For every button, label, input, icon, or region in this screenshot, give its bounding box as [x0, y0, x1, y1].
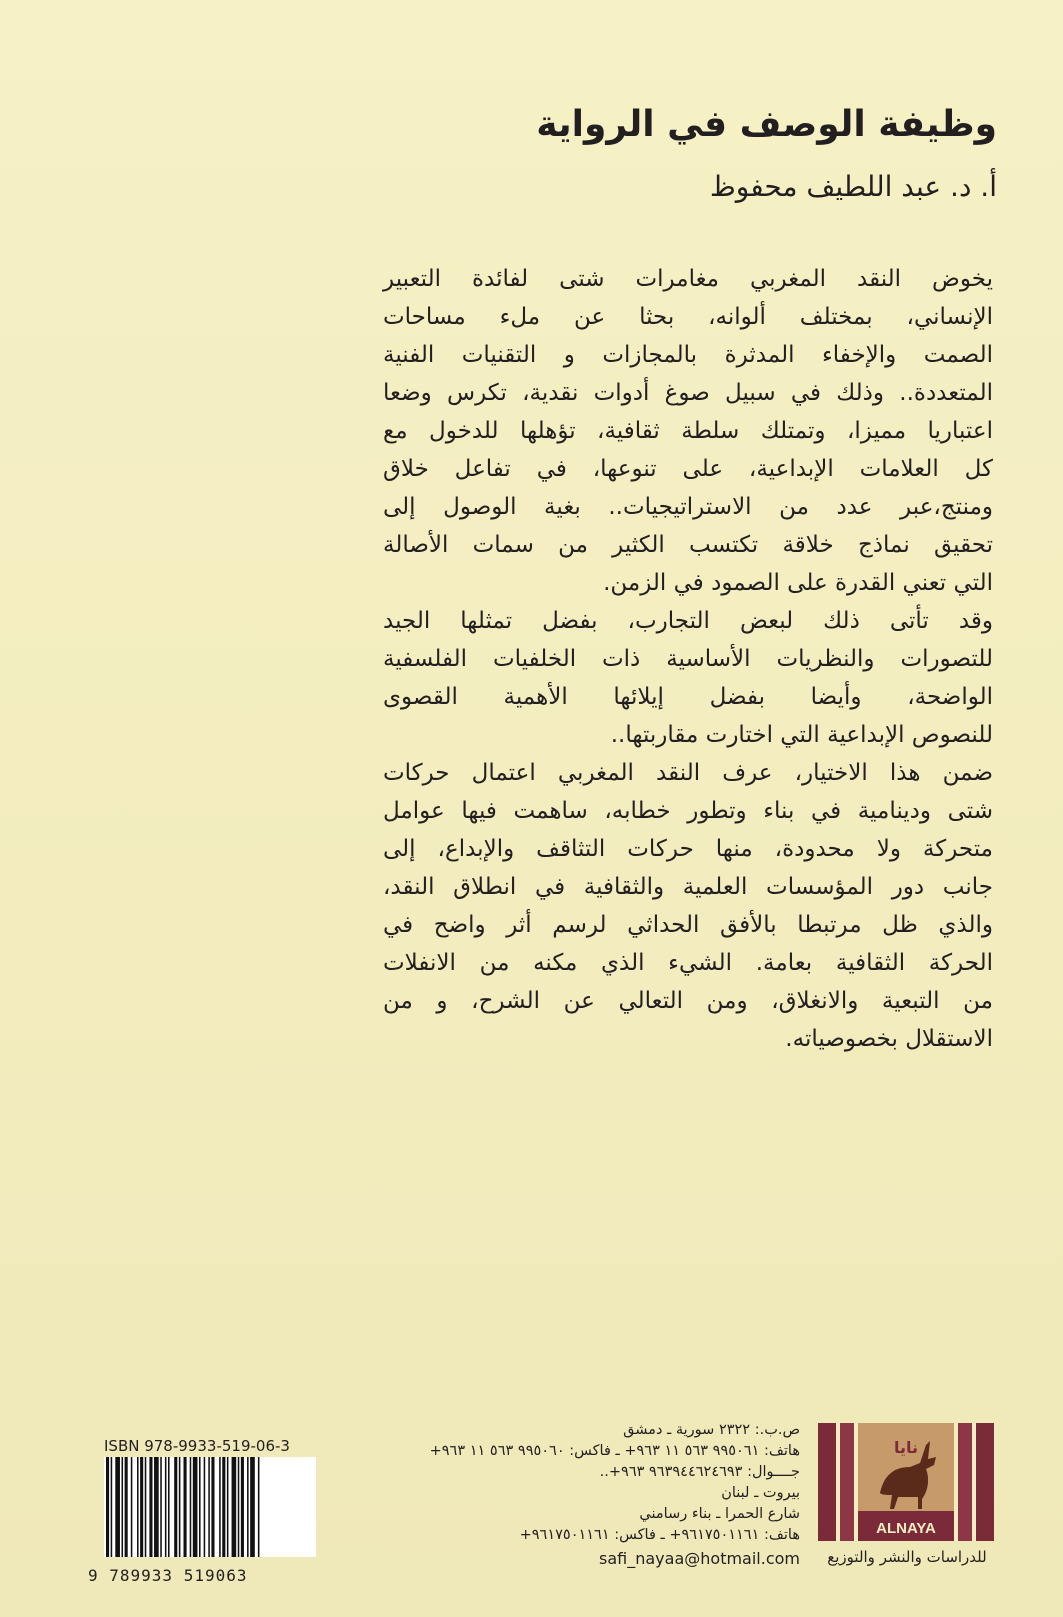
blurb-line: كل العلامات الإبداعية، على تنوعها، في تفاعل خلاق [383, 456, 993, 482]
contact-line: شارع الحمرا ـ بناء رسامني [639, 1506, 800, 1522]
contact-line: هاتف: ٩٩٥٠٦١ ٥٦٣ ١١ ٩٦٣+ ـ فاكس: ٩٩٥٠٦٠ ٥٦٣ ١١ ٩٦٣+ [429, 1443, 800, 1459]
contact-line: ص.ب.: ٢٣٢٢ سورية ـ دمشق [623, 1422, 800, 1438]
publisher-tagline: للدراسات والنشر والتوزيع [827, 1548, 987, 1566]
isbn-label: ISBN 978-9933-519-06-3 [104, 1437, 290, 1455]
barcode-digits: 9 789933 519063 [88, 1566, 248, 1585]
blurb-line: الإنساني، بمختلف ألوانه، بحثا عن ملء مساحات [383, 304, 993, 330]
blurb-line: للتصورات والنظريات الأساسية ذات الخلفيات الفلسفية [383, 646, 993, 672]
blurb-line: وقد تأتى ذلك لبعض التجارب، بفضل تمثلها الجيد [383, 608, 993, 634]
contact-line: بيروت ـ لبنان [721, 1485, 800, 1501]
book-author: أ. د. عبد اللطيف محفوظ [709, 170, 997, 203]
blurb-paragraph-1 [383, 260, 993, 602]
blurb-line: والذي ظل مرتبطا بالأفق الحداثي لرسم أثر واضح في [383, 912, 993, 938]
logo-text: ALNAYA [876, 1520, 936, 1537]
blurb-line: شتى ودينامية في بناء وتطور خطابه، ساهمت فيها عوامل [383, 798, 993, 824]
blurb-line: ضمن هذا الاختيار، عرف النقد المغربي اعتمال حركات [383, 760, 993, 786]
blurb-line: متحركة ولا محدودة، منها حركات التثاقف والإبداع، إلى [383, 836, 993, 862]
contact-line: جــــوال: ٩٦٣٩٤٤٦٢٤٦٩٣ ٩٦٣+.. [599, 1464, 800, 1480]
publisher-logo [818, 1423, 994, 1541]
blurb-paragraph-3 [383, 754, 993, 1058]
blurb-line: التي تعني القدرة على الصمود في الزمن. [603, 570, 993, 596]
blurb-paragraph-2 [383, 602, 993, 754]
contact-line: هاتف: ٩٦١٧٥٠١١٦١+ ـ فاكس: ٩٦١٧٥٠١١٦١+ [519, 1527, 800, 1543]
blurb [383, 260, 993, 1058]
blurb-line: جانب دور المؤسسات العلمية والثقافية في انطلاق النقد، [383, 874, 993, 900]
contact-email: safi_nayaa@hotmail.com [599, 1549, 800, 1568]
blurb-line: ومنتج،عبر عدد من الاستراتيجيات.. بغية الوصول إلى [383, 494, 993, 520]
blurb-line: للنصوص الإبداعية التي اختارت مقاربتها.. [610, 722, 993, 748]
blurb-line: الواضحة، وأيضا بفضل إيلائها الأهمية القصوى [383, 684, 993, 710]
blurb-line: الاستقلال بخصوصياته. [785, 1026, 993, 1052]
book-title: وظيفة الوصف في الرواية [536, 104, 997, 145]
blurb-line: يخوض النقد المغربي مغامرات شتى لفائدة التعبير [383, 266, 993, 292]
blurb-line: من التبعية والانغلاق، ومن التعالي عن الشرح، و من [383, 988, 993, 1014]
blurb-line: المتعددة.. وذلك في سبيل صوغ أدوات نقدية، تكرس وضعا [383, 380, 993, 406]
blurb-line: الصمت والإخفاء المدثرة بالمجازات و التقنيات الفنية [383, 342, 993, 368]
blurb-line: الحركة الثقافية بعامة. الشيء الذي مكنه من الانفلات [383, 950, 993, 976]
publisher-contact [380, 1420, 800, 1570]
logo-arabic-text: نايا [893, 1438, 919, 1457]
blurb-line: اعتباريا مميزا، وتمتلك سلطة ثقافية، تؤهلها للدخول مع [383, 418, 993, 444]
blurb-line: تحقيق نماذج خلاقة تكتسب الكثير من سمات الأصالة [383, 532, 993, 558]
barcode [104, 1457, 316, 1557]
